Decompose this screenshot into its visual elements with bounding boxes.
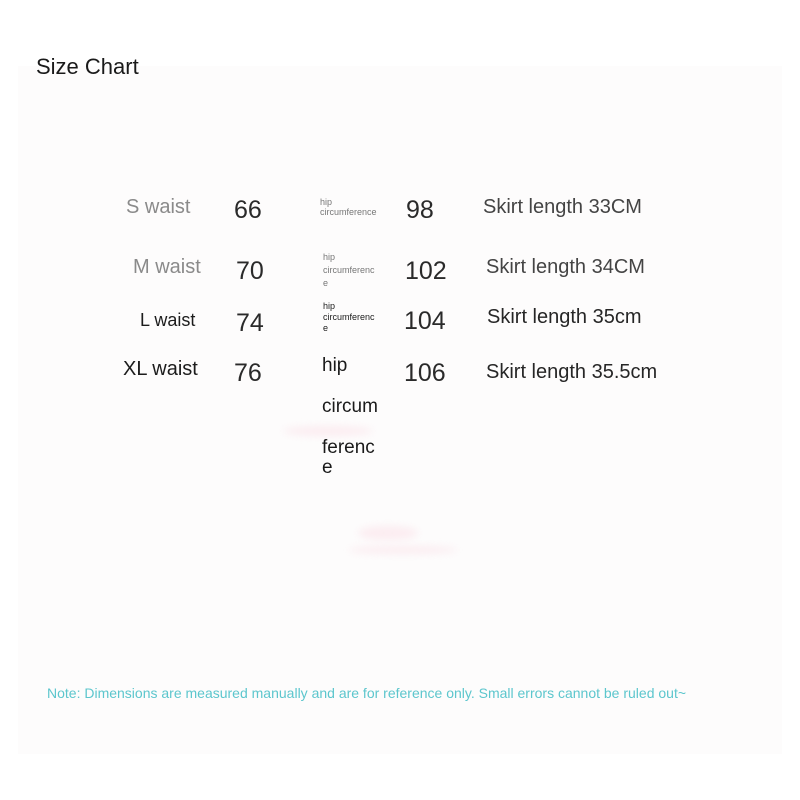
waist-value-xl: 76 [234, 359, 262, 387]
background-smudge [358, 526, 418, 540]
skirt-length-xl: Skirt length 35.5cm [486, 361, 658, 383]
hip-value-xl: 106 [404, 359, 446, 387]
hip-label-s: hip circumference [320, 197, 377, 218]
waist-value-s: 66 [234, 196, 262, 224]
hip-label-m: hip circumferenc e [323, 252, 375, 288]
size-label-s: S waist [126, 196, 191, 218]
hip-value-s: 98 [406, 196, 434, 224]
size-label-l: L waist [140, 310, 196, 330]
hip-label-l: hip circumferenc e [323, 301, 375, 333]
hip-value-l: 104 [404, 307, 446, 335]
waist-value-m: 70 [236, 257, 264, 285]
skirt-length-m: Skirt length 34CM [486, 256, 645, 278]
waist-value-l: 74 [236, 309, 264, 337]
size-label-xl: XL waist [123, 358, 198, 380]
page-title: Size Chart [36, 54, 139, 79]
hip-value-m: 102 [405, 257, 447, 285]
skirt-length-l: Skirt length 35cm [487, 306, 642, 328]
chart-panel [18, 66, 782, 754]
background-smudge [348, 546, 458, 554]
skirt-length-s: Skirt length 33CM [483, 196, 642, 218]
measurement-note: Note: Dimensions are measured manually and are for reference only. Small errors cannot be ruled out~ [47, 685, 687, 701]
size-label-m: M waist [133, 256, 201, 278]
hip-label-xl: hip circum ferenc e [322, 355, 378, 478]
